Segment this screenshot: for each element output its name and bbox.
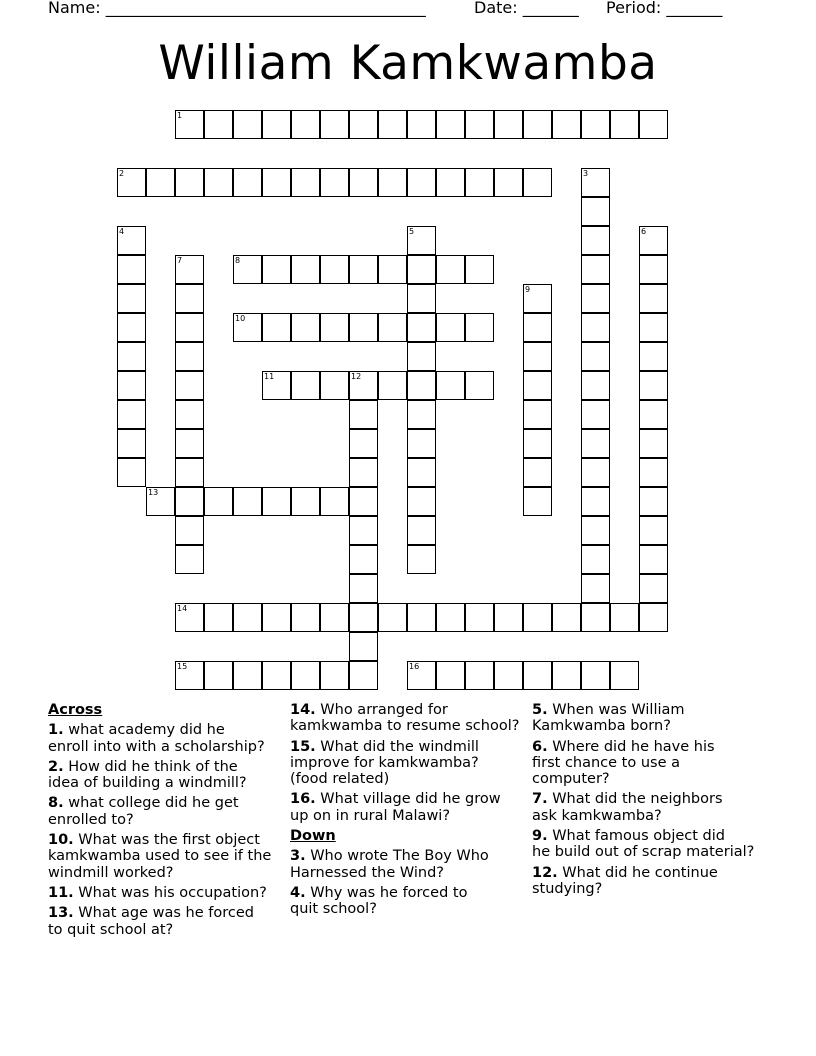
grid-cell[interactable] xyxy=(262,168,291,197)
clue-item xyxy=(48,795,286,828)
grid-cell[interactable] xyxy=(349,603,378,632)
grid-cell[interactable] xyxy=(146,168,175,197)
date-blank[interactable]: _______ xyxy=(522,0,579,17)
clue-num: 9. xyxy=(532,828,548,845)
clue-number: 14 xyxy=(177,604,188,613)
grid-cell[interactable] xyxy=(349,458,378,487)
grid-cell[interactable] xyxy=(117,429,146,458)
name-label: Name: ________________________________________ xyxy=(48,0,426,17)
grid-cell[interactable] xyxy=(320,487,349,516)
grid-cell[interactable] xyxy=(117,342,146,371)
grid-cell[interactable] xyxy=(494,603,523,632)
grid-cell[interactable] xyxy=(407,342,436,371)
clue-item xyxy=(48,832,286,881)
clues-column-3 xyxy=(532,702,772,901)
clue-num: 7. xyxy=(532,791,548,808)
grid-cell[interactable] xyxy=(407,371,436,400)
clue-text: What was his occupation? xyxy=(78,884,267,901)
grid-cell[interactable] xyxy=(291,661,320,690)
clue-text: Where did he have his first chance to use a computer? xyxy=(532,738,715,788)
clue-item xyxy=(48,885,286,901)
grid-cell[interactable] xyxy=(349,487,378,516)
grid-cell[interactable] xyxy=(436,168,465,197)
grid-cell[interactable] xyxy=(291,313,320,342)
clue-text: What age was he forced to quit school at? xyxy=(48,905,254,938)
grid-cell[interactable] xyxy=(320,110,349,139)
clue-number: 6 xyxy=(641,227,647,236)
grid-cell[interactable] xyxy=(523,661,552,690)
clue-text: Who arranged for kamkwamba to resume school? xyxy=(290,702,520,735)
grid-cell[interactable] xyxy=(581,516,610,545)
grid-cell[interactable] xyxy=(465,603,494,632)
grid-cell[interactable] xyxy=(175,400,204,429)
clue-number: 16 xyxy=(409,662,420,671)
grid-cell[interactable] xyxy=(175,458,204,487)
grid-cell[interactable] xyxy=(436,661,465,690)
grid-cell[interactable] xyxy=(349,429,378,458)
grid-cell[interactable] xyxy=(233,168,262,197)
page-title: William Kamkwamba xyxy=(158,36,658,91)
clue-number: 2 xyxy=(119,169,125,178)
grid-cell[interactable] xyxy=(262,255,291,284)
clue-number: 5 xyxy=(409,227,415,236)
grid-cell[interactable] xyxy=(465,110,494,139)
clue-text: What village did he grow up on in rural Malawi? xyxy=(290,791,501,824)
grid-cell[interactable] xyxy=(639,574,668,603)
grid-cell[interactable] xyxy=(436,371,465,400)
grid-cell[interactable] xyxy=(204,487,233,516)
clue-num: 14. xyxy=(290,702,316,718)
grid-cell[interactable] xyxy=(291,110,320,139)
clue-num: 4. xyxy=(290,884,306,901)
grid-cell[interactable] xyxy=(407,545,436,574)
grid-cell[interactable] xyxy=(465,371,494,400)
grid-cell[interactable] xyxy=(407,429,436,458)
grid-cell[interactable] xyxy=(320,661,349,690)
clue-number: 7 xyxy=(177,256,183,265)
clue-num: 10. xyxy=(48,832,74,849)
grid-cell[interactable] xyxy=(407,458,436,487)
grid-cell[interactable] xyxy=(204,110,233,139)
clue-text: what college did he get enrolled to? xyxy=(48,795,239,828)
grid-cell[interactable] xyxy=(639,255,668,284)
clue-item xyxy=(532,702,772,735)
grid-cell[interactable] xyxy=(117,458,146,487)
grid-cell[interactable] xyxy=(262,661,291,690)
clue-number: 10 xyxy=(235,314,246,323)
clue-num: 5. xyxy=(532,702,548,718)
grid-cell[interactable] xyxy=(378,255,407,284)
grid-cell[interactable] xyxy=(494,110,523,139)
grid-cell[interactable] xyxy=(117,400,146,429)
grid-cell[interactable] xyxy=(291,371,320,400)
grid-cell[interactable] xyxy=(610,661,639,690)
down-heading: Down xyxy=(290,828,336,845)
grid-cell[interactable] xyxy=(610,603,639,632)
grid-cell[interactable] xyxy=(407,603,436,632)
grid-cell[interactable] xyxy=(581,661,610,690)
date-label: Date: _______ xyxy=(474,0,579,17)
clue-item xyxy=(532,739,772,788)
clue-num: 12. xyxy=(532,864,558,881)
clue-item xyxy=(290,848,528,881)
grid-cell[interactable] xyxy=(581,255,610,284)
grid-cell[interactable] xyxy=(407,313,436,342)
grid-cell[interactable] xyxy=(465,255,494,284)
grid-cell[interactable] xyxy=(523,487,552,516)
grid-cell[interactable] xyxy=(465,313,494,342)
grid-cell[interactable] xyxy=(581,574,610,603)
grid-cell[interactable] xyxy=(581,197,610,226)
grid-cell[interactable] xyxy=(349,168,378,197)
grid-cell[interactable] xyxy=(581,545,610,574)
clue-text: When was William Kamkwamba born? xyxy=(532,702,685,735)
clue-number: 1 xyxy=(177,111,183,120)
grid-cell[interactable] xyxy=(175,429,204,458)
grid-cell[interactable] xyxy=(320,371,349,400)
grid-cell[interactable] xyxy=(233,487,262,516)
grid-cell[interactable] xyxy=(581,400,610,429)
clue-number: 12 xyxy=(351,372,362,381)
grid-cell[interactable] xyxy=(465,168,494,197)
grid-cell[interactable] xyxy=(175,342,204,371)
grid-cell[interactable] xyxy=(639,603,668,632)
clue-number: 13 xyxy=(148,488,159,497)
clue-text: what academy did he enroll into with a scholarship? xyxy=(48,722,265,755)
grid-cell[interactable] xyxy=(262,313,291,342)
clue-num: 11. xyxy=(48,884,74,901)
grid-cell[interactable] xyxy=(552,110,581,139)
grid-cell[interactable] xyxy=(552,603,581,632)
grid-cell[interactable] xyxy=(639,342,668,371)
clue-num: 16. xyxy=(290,791,316,808)
clue-text: What did the windmill improve for kamkwamba? (food related) xyxy=(290,738,479,788)
grid-cell[interactable] xyxy=(581,458,610,487)
period-blank[interactable]: _______ xyxy=(666,0,723,17)
grid-cell[interactable] xyxy=(204,661,233,690)
grid-cell[interactable] xyxy=(407,487,436,516)
grid-cell[interactable] xyxy=(349,516,378,545)
clue-number: 9 xyxy=(525,285,531,294)
clue-item xyxy=(532,791,772,824)
clue-item xyxy=(532,865,772,898)
grid-cell[interactable] xyxy=(523,313,552,342)
grid-cell[interactable] xyxy=(523,371,552,400)
grid-cell[interactable] xyxy=(639,487,668,516)
grid-cell[interactable] xyxy=(349,632,378,661)
grid-cell[interactable] xyxy=(639,400,668,429)
clue-number: 3 xyxy=(583,169,589,178)
clue-number: 8 xyxy=(235,256,241,265)
grid-cell[interactable] xyxy=(320,168,349,197)
clue-number: 4 xyxy=(119,227,125,236)
period-label: Period: _______ xyxy=(606,0,723,17)
grid-cell[interactable] xyxy=(436,313,465,342)
grid-cell[interactable] xyxy=(581,342,610,371)
grid-cell[interactable] xyxy=(117,313,146,342)
grid-cell[interactable] xyxy=(436,603,465,632)
grid-cell[interactable] xyxy=(407,400,436,429)
grid-cell[interactable] xyxy=(639,458,668,487)
grid-cell[interactable] xyxy=(523,429,552,458)
grid-cell[interactable] xyxy=(349,255,378,284)
clue-text: What did the neighbors ask kamkwamba? xyxy=(532,791,723,824)
grid-cell[interactable] xyxy=(320,255,349,284)
grid-cell[interactable] xyxy=(523,603,552,632)
clue-num: 3. xyxy=(290,848,306,865)
grid-cell[interactable] xyxy=(349,661,378,690)
grid-cell[interactable] xyxy=(639,545,668,574)
grid-cell[interactable] xyxy=(175,168,204,197)
grid-cell[interactable] xyxy=(175,516,204,545)
grid-cell[interactable] xyxy=(233,603,262,632)
grid-cell[interactable] xyxy=(581,313,610,342)
name-blank[interactable]: ________________________________________ xyxy=(105,0,426,17)
grid-cell[interactable] xyxy=(523,110,552,139)
clue-item xyxy=(48,722,286,755)
grid-cell[interactable] xyxy=(581,487,610,516)
grid-cell[interactable] xyxy=(552,661,581,690)
grid-cell[interactable] xyxy=(204,168,233,197)
grid-cell[interactable] xyxy=(378,603,407,632)
grid-cell[interactable] xyxy=(349,400,378,429)
clues-column-2 xyxy=(290,702,528,922)
grid-cell[interactable] xyxy=(523,400,552,429)
grid-cell[interactable] xyxy=(407,255,436,284)
grid-cell[interactable] xyxy=(349,545,378,574)
grid-cell[interactable] xyxy=(349,110,378,139)
grid-cell[interactable] xyxy=(523,458,552,487)
grid-cell[interactable] xyxy=(436,110,465,139)
clue-num: 8. xyxy=(48,795,64,812)
grid-cell[interactable] xyxy=(581,110,610,139)
grid-cell[interactable] xyxy=(581,284,610,313)
grid-cell[interactable] xyxy=(407,110,436,139)
across-heading: Across xyxy=(48,702,103,718)
clue-number: 15 xyxy=(177,662,188,671)
grid-cell[interactable] xyxy=(117,255,146,284)
clue-text: What did he continue studying? xyxy=(532,864,718,897)
clue-num: 1. xyxy=(48,722,64,739)
grid-cell[interactable] xyxy=(233,110,262,139)
grid-cell[interactable] xyxy=(610,110,639,139)
clues-column-1 xyxy=(48,702,286,942)
grid-cell[interactable] xyxy=(291,168,320,197)
grid-cell[interactable] xyxy=(465,661,494,690)
clue-item xyxy=(532,828,772,861)
clue-num: 2. xyxy=(48,758,64,775)
grid-cell[interactable] xyxy=(523,342,552,371)
grid-cell[interactable] xyxy=(378,371,407,400)
grid-cell[interactable] xyxy=(494,661,523,690)
grid-cell[interactable] xyxy=(639,429,668,458)
grid-cell[interactable] xyxy=(175,487,204,516)
grid-cell[interactable] xyxy=(378,168,407,197)
clue-number: 11 xyxy=(264,372,275,381)
grid-cell[interactable] xyxy=(581,371,610,400)
clue-text: Who wrote The Boy Who Harnessed the Wind? xyxy=(290,848,489,881)
grid-cell[interactable] xyxy=(175,545,204,574)
grid-cell[interactable] xyxy=(291,255,320,284)
grid-cell[interactable] xyxy=(523,168,552,197)
grid-cell[interactable] xyxy=(639,313,668,342)
grid-cell[interactable] xyxy=(407,168,436,197)
grid-cell[interactable] xyxy=(581,226,610,255)
grid-cell[interactable] xyxy=(378,313,407,342)
grid-cell[interactable] xyxy=(320,313,349,342)
clue-num: 13. xyxy=(48,905,74,922)
grid-cell[interactable] xyxy=(175,313,204,342)
clue-item xyxy=(48,759,286,792)
grid-cell[interactable] xyxy=(378,110,407,139)
grid-cell[interactable] xyxy=(436,255,465,284)
clue-item xyxy=(290,702,528,735)
grid-cell[interactable] xyxy=(175,371,204,400)
grid-cell[interactable] xyxy=(349,313,378,342)
grid-cell[interactable] xyxy=(262,110,291,139)
clue-text: How did he think of the idea of building a windmill? xyxy=(48,758,247,792)
grid-cell[interactable] xyxy=(291,603,320,632)
grid-cell[interactable] xyxy=(407,516,436,545)
grid-cell[interactable] xyxy=(291,487,320,516)
clue-num: 15. xyxy=(290,738,316,755)
grid-cell[interactable] xyxy=(117,371,146,400)
clue-text: What was the first object kamkwamba used to see if the windmill worked? xyxy=(48,832,272,881)
grid-cell[interactable] xyxy=(204,603,233,632)
grid-cell[interactable] xyxy=(262,603,291,632)
clue-text: Why was he forced to quit school? xyxy=(290,884,468,918)
grid-cell[interactable] xyxy=(320,603,349,632)
grid-cell[interactable] xyxy=(262,487,291,516)
grid-cell[interactable] xyxy=(639,371,668,400)
grid-cell[interactable] xyxy=(233,661,262,690)
clue-num: 6. xyxy=(532,738,548,755)
clue-text: What famous object did he build out of scrap material? xyxy=(532,828,755,861)
grid-cell[interactable] xyxy=(581,429,610,458)
grid-cell[interactable] xyxy=(349,574,378,603)
clue-item xyxy=(48,905,286,938)
grid-cell[interactable] xyxy=(117,284,146,313)
clue-item xyxy=(290,885,528,918)
clue-item xyxy=(290,739,528,788)
grid-cell[interactable] xyxy=(175,284,204,313)
grid-cell[interactable] xyxy=(639,110,668,139)
grid-cell[interactable] xyxy=(494,168,523,197)
grid-cell[interactable] xyxy=(407,284,436,313)
grid-cell[interactable] xyxy=(639,516,668,545)
clue-item xyxy=(290,791,528,824)
grid-cell[interactable] xyxy=(581,603,610,632)
grid-cell[interactable] xyxy=(639,284,668,313)
